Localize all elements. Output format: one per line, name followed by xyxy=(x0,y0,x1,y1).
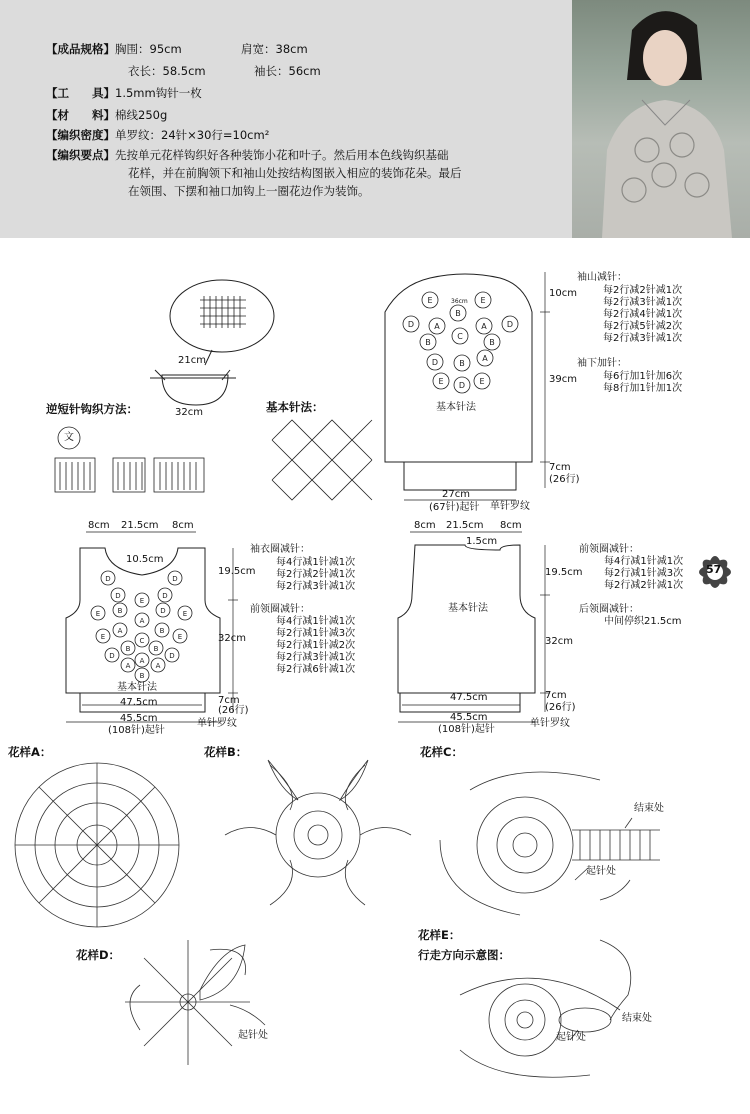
back-fneck-step: 每2行减1针减3次 xyxy=(604,568,684,579)
cap-step: 每2行减3针减1次 xyxy=(603,297,683,308)
motif-c-end: 结束处 xyxy=(634,803,664,814)
motif-d-drawing xyxy=(125,940,265,1065)
back-mid-height: 32cm xyxy=(545,636,573,647)
spec-notes-3: 在领围、下摆和袖口加钩上一圈花边作为装饰。 xyxy=(128,184,370,198)
svg-text:B: B xyxy=(159,627,165,635)
basic-stitch-title: 基本针法： xyxy=(266,400,324,414)
motif-e-subtitle: 行走方向示意图： xyxy=(418,948,510,962)
svg-text:D: D xyxy=(109,652,115,660)
motif-c-drawing xyxy=(440,772,660,915)
back-bneck-title: 后领圈减针： xyxy=(579,604,639,615)
sleeve-cap-title: 袖山减针： xyxy=(577,272,627,283)
front-neck-step: 每2行减1针减3次 xyxy=(276,628,356,639)
sleeve-cast-on: (67针)起针 xyxy=(429,502,480,513)
back-neck-depth: 1.5cm xyxy=(466,536,498,547)
back-rib: 单针罗纹 xyxy=(530,718,570,729)
inc-step: 每8行加1针加1次 xyxy=(603,383,683,394)
cap-step: 每2行减3针减1次 xyxy=(603,333,683,344)
front-rib: 单针罗纹 xyxy=(197,718,237,729)
svg-text:A: A xyxy=(139,617,145,625)
svg-text:A: A xyxy=(481,322,487,331)
front-neck-step: 每2行减1针减2次 xyxy=(276,640,356,651)
svg-text:B: B xyxy=(459,359,465,368)
sleeve-top-height: 10cm xyxy=(549,288,577,299)
motif-e-start: 起针处 xyxy=(556,1032,586,1043)
svg-text:A: A xyxy=(139,657,145,665)
back-hem-rows: (26行) xyxy=(545,702,576,713)
front-width-47: 47.5cm xyxy=(120,697,158,708)
svg-text:E: E xyxy=(182,610,188,618)
svg-text:D: D xyxy=(162,592,168,600)
back-hem-height: 7cm xyxy=(545,690,567,701)
svg-text:B: B xyxy=(125,645,131,653)
svg-text:E: E xyxy=(480,296,486,305)
svg-text:C: C xyxy=(139,637,145,645)
svg-text:E: E xyxy=(139,597,145,605)
sleeve-rib: 单针罗纹 xyxy=(490,501,530,512)
motif-e-title: 花样E： xyxy=(418,928,461,942)
motif-e-end: 结束处 xyxy=(622,1013,652,1024)
back-cast-on: (108针)起针 xyxy=(438,724,495,735)
svg-text:A: A xyxy=(125,662,131,670)
svg-text:A: A xyxy=(482,354,488,363)
motif-c-start: 起针处 xyxy=(586,866,616,877)
front-w-c: 8cm xyxy=(172,520,194,531)
front-top-height: 19.5cm xyxy=(218,566,256,577)
collar-width-21: 21cm xyxy=(178,355,206,366)
svg-text:D: D xyxy=(169,652,175,660)
cap-step: 每2行减4针减1次 xyxy=(603,309,683,320)
front-w-a: 8cm xyxy=(88,520,110,531)
sleeve-mid-height: 39cm xyxy=(549,374,577,385)
back-width-45: 45.5cm xyxy=(450,712,488,723)
front-neck-title: 前领圈减针： xyxy=(250,604,310,615)
spec-size-2: 衣长：58.5cm 袖长：56cm xyxy=(128,64,321,78)
front-neck-depth: 10.5cm xyxy=(126,554,164,565)
svg-text:D: D xyxy=(407,320,415,329)
svg-text:B: B xyxy=(455,309,461,318)
motif-b-title: 花样B： xyxy=(204,745,248,759)
svg-text:E: E xyxy=(427,296,433,305)
svg-text:B: B xyxy=(153,645,159,653)
cap-step: 每2行减2针减1次 xyxy=(603,285,683,296)
sleeve-cuff-height: 7cm xyxy=(549,462,571,473)
svg-text:E: E xyxy=(479,377,485,386)
motif-d-start: 起针处 xyxy=(238,1030,268,1041)
svg-text:B: B xyxy=(117,607,123,615)
back-fneck-title: 前领圈减针： xyxy=(579,544,639,555)
front-w-b: 21.5cm xyxy=(121,520,159,531)
back-w-c: 8cm xyxy=(500,520,522,531)
front-neck-step: 每2行减3针减1次 xyxy=(276,652,356,663)
back-top-height: 19.5cm xyxy=(545,567,583,578)
spec-size: 【成品规格】胸围：95cm 肩宽：38cm xyxy=(46,42,308,56)
front-width-45: 45.5cm xyxy=(120,713,158,724)
svg-text:E: E xyxy=(438,377,444,386)
armhole-title: 袖衣圈减针： xyxy=(250,544,310,555)
front-cast-on: (108针)起针 xyxy=(108,725,165,736)
sleeve-inc-title: 袖下加针： xyxy=(577,358,627,369)
spec-notes-2: 花样，并在前胸领下和袖山处按结构图嵌入相应的装饰花朵。最后 xyxy=(128,166,462,180)
cap-step: 每2行减5针减2次 xyxy=(603,321,683,332)
motif-b-drawing xyxy=(225,760,411,905)
svg-text:D: D xyxy=(160,607,166,615)
svg-text:C: C xyxy=(457,332,463,341)
spec-tool: 【工 具】1.5mm钩针一枚 xyxy=(46,86,202,100)
motif-a-title: 花样A： xyxy=(8,745,52,759)
svg-text:A: A xyxy=(155,662,161,670)
motif-a-drawing xyxy=(15,763,179,927)
back-width-47: 47.5cm xyxy=(450,692,488,703)
motif-c-title: 花样C： xyxy=(420,745,463,759)
front-mid-height: 32cm xyxy=(218,633,246,644)
reverse-stitch-title: 逆短针钩织方法： xyxy=(46,402,138,416)
sleeve-small-dim: 36cm xyxy=(451,298,468,305)
back-w-a: 8cm xyxy=(414,520,436,531)
back-basic: 基本针法 xyxy=(448,603,488,614)
spec-material: 【材 料】棉线250g xyxy=(46,108,168,122)
front-neck-step: 每4行减1针减1次 xyxy=(276,616,356,627)
svg-text:B: B xyxy=(425,338,431,347)
armhole-step: 每2行减2针减1次 xyxy=(276,569,356,580)
svg-text:A: A xyxy=(117,627,123,635)
spec-notes: 【编织要点】先按单元花样钩织好各种装饰小花和叶子。然后用本色线钩织基础 xyxy=(46,148,449,162)
front-neck-step: 每2行减6针减1次 xyxy=(276,664,356,675)
sleeve-cuff-rows: (26行) xyxy=(549,474,580,485)
svg-text:D: D xyxy=(115,592,121,600)
front-basic: 基本针法 xyxy=(117,682,157,693)
svg-text:E: E xyxy=(177,633,183,641)
front-hem-rows: (26行) xyxy=(218,705,249,716)
back-w-b: 21.5cm xyxy=(446,520,484,531)
svg-text:A: A xyxy=(434,322,440,331)
armhole-step: 每4行减1针减1次 xyxy=(276,557,356,568)
back-fneck-step: 每4行减1针减1次 xyxy=(604,556,684,567)
back-fneck-step: 每2行减2针减1次 xyxy=(604,580,684,591)
svg-text:D: D xyxy=(506,320,514,329)
svg-text:D: D xyxy=(458,381,466,390)
inc-step: 每6行加1针加6次 xyxy=(603,371,683,382)
svg-text:D: D xyxy=(431,358,439,367)
motif-d-title: 花样D： xyxy=(76,948,121,962)
svg-text:D: D xyxy=(172,575,178,583)
spec-gauge: 【编织密度】单罗纹：24针×30行=10cm² xyxy=(46,128,270,142)
wen-label: 文 xyxy=(64,432,74,443)
collar-width-32: 32cm xyxy=(175,407,203,418)
armhole-step: 每2行减3针减1次 xyxy=(276,581,356,592)
back-bneck-step: 中间停织21.5cm xyxy=(604,616,682,627)
svg-text:E: E xyxy=(100,633,106,641)
svg-text:E: E xyxy=(95,610,101,618)
svg-text:B: B xyxy=(139,672,145,680)
svg-text:D: D xyxy=(105,575,111,583)
front-hem-height: 7cm xyxy=(218,695,240,706)
sleeve-width: 27cm xyxy=(442,489,470,500)
sleeve-basic: 基本针法 xyxy=(436,402,476,413)
svg-text:B: B xyxy=(489,338,495,347)
page-number: 57 xyxy=(706,563,722,576)
